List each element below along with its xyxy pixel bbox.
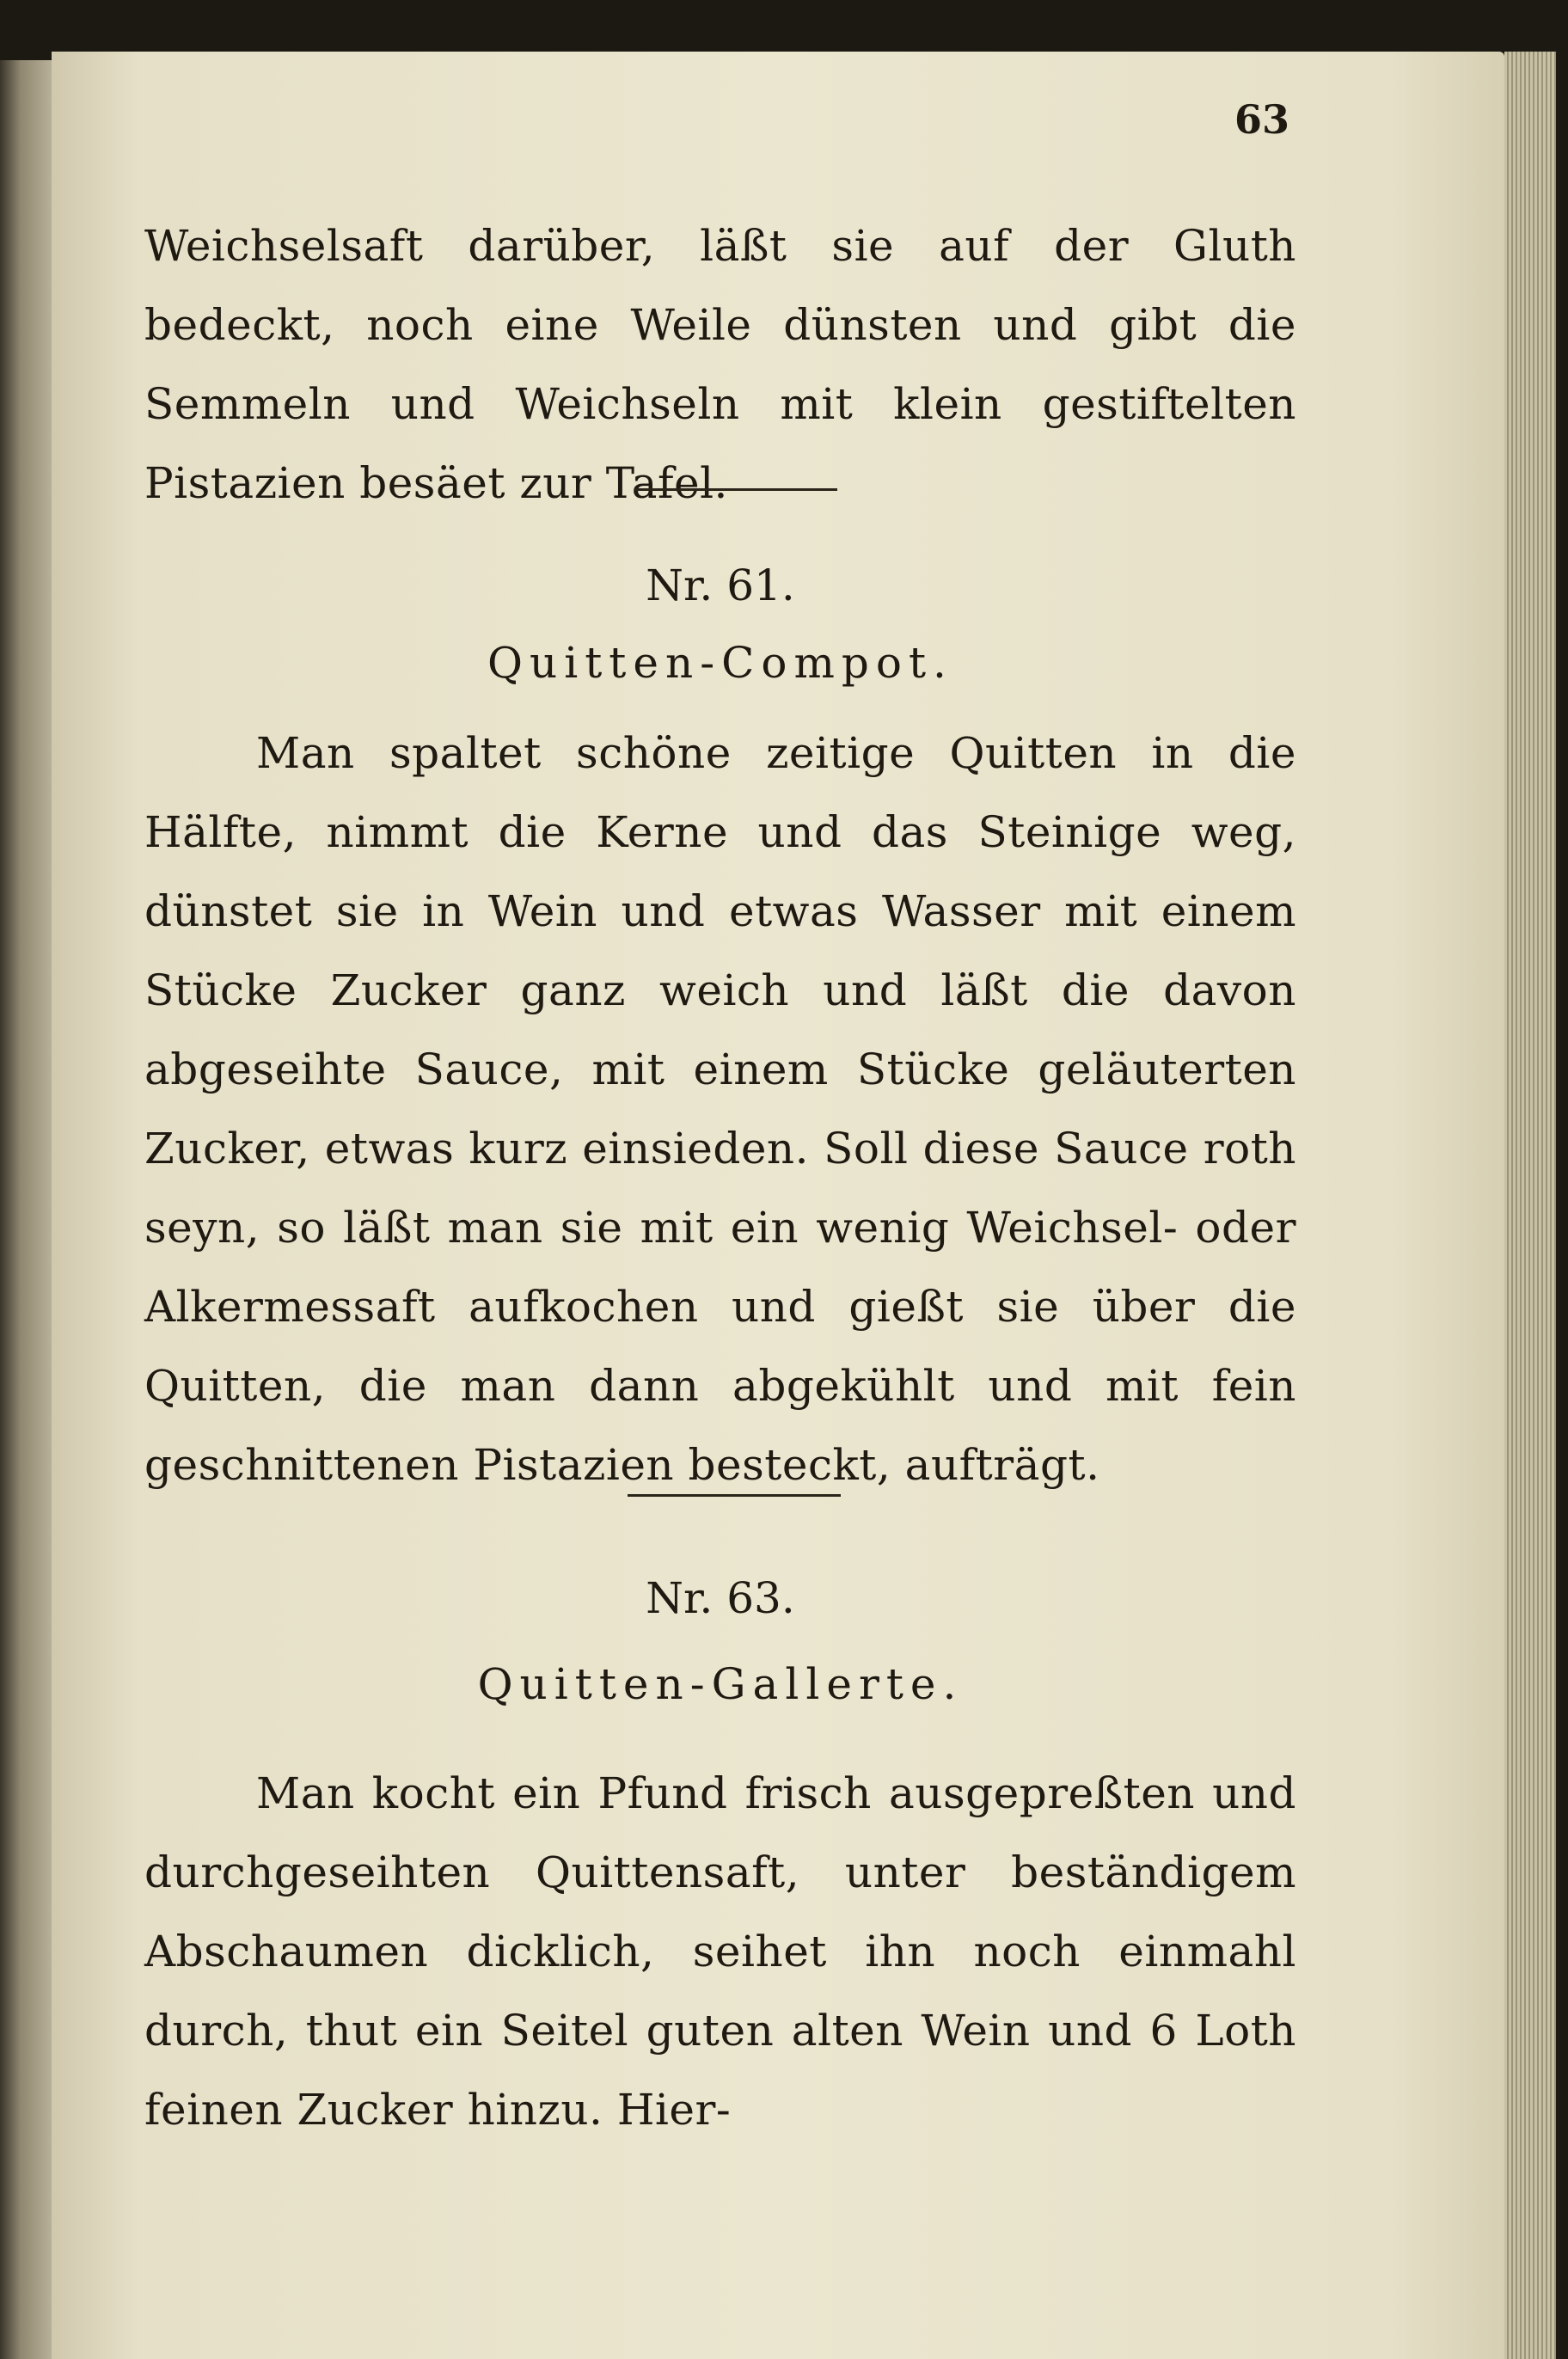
previous-page-edge (0, 60, 52, 2359)
section-divider-1 (634, 488, 837, 491)
recipe-61-number: Nr. 61. (646, 561, 795, 610)
page-stack-edges (1504, 52, 1556, 2359)
continuation-paragraph: Weichselsaft darüber, läßt sie auf der Gluth bedeckt, noch eine Weile dünsten und gibt die Semmeln und Weichseln mit klein gestiftelten Pistazien besäet zur Tafel. (144, 221, 1296, 508)
recipe-63-number: Nr. 63. (646, 1573, 795, 1623)
recipe-63-title: Quitten-Gallerte. (477, 1659, 964, 1709)
recipe-61-body: Man spaltet schöne zeitige Quitten in die Hälfte, nimmt die Kerne und das Steinige weg, dünstet sie in Wein und etwas Wasser mit einem Stücke Zucker ganz weich und läßt die davon abgeseihte Sauce, mit einem Stücke geläuterten Zucker, etwas kurz einsieden. Soll diese Sauce roth seyn, so läßt man sie mit ein wenig Weichsel- oder Alkermessaft aufkochen und gießt sie über die Quitten, die man dann abgekühlt und mit fein geschnittenen Pistazien besteckt, aufträgt. (144, 728, 1296, 1490)
section-divider-2 (628, 1494, 841, 1497)
recipe-61-title: Quitten-Compot. (487, 638, 953, 688)
page-number: 63 (1234, 96, 1289, 143)
recipe-63-body: Man kocht ein Pfund frisch ausgepreßten und durchgeseihten Quittensaft, unter beständigem Abschaumen dicklich, seihet ihn noch einmahl durch, thut ein Seitel guten alten Wein und 6 Loth feinen Zucker hinzu. Hier- (144, 1768, 1296, 2135)
